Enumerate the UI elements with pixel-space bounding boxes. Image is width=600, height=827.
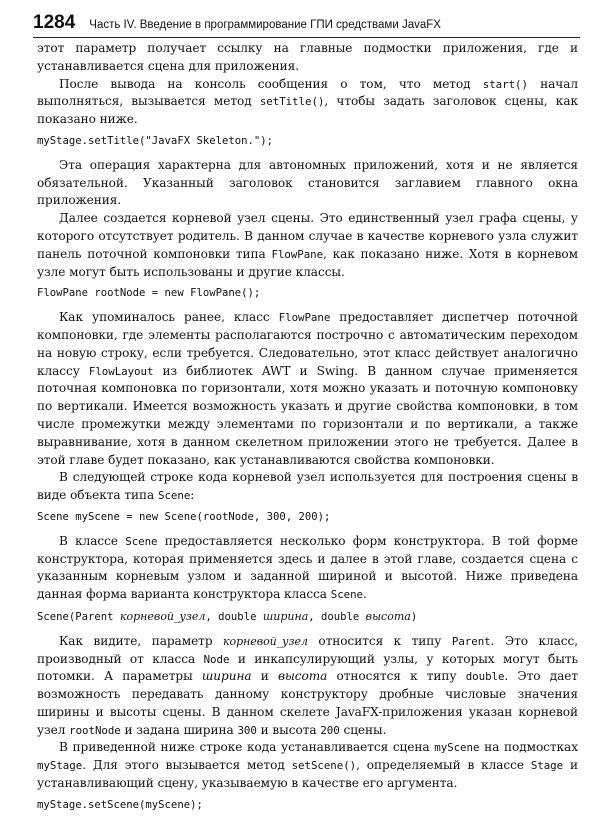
paragraph: Эта операция характерна для автономных приложений, хотя и не является обязательной. Указанный заголовок становится заглавием главного окна приложения. xyxy=(37,157,578,208)
page-number: 1284 xyxy=(33,12,76,33)
code-listing: FlowPane rootNode = new FlowPane(); xyxy=(37,287,261,300)
paragraph: Как видите, параметр корневой_узел относится к типу Parent. Это класс, производный от класса Node и инкапсулирующий узлы, у которых могут быть потомки. А параметры ширина и высота относятся к типу double. Это дает возможность передавать данному конструктору дробные числовые значения ширины и высоты сцены. В данном скелете JavaFX-приложения указан корневой узел rootNode и задана ширина 300 и высота 200 сцены. xyxy=(37,633,579,737)
code-listing: Scene(Parent корневой_узел, double ширина, double высота) xyxy=(37,609,418,623)
paragraph: этот параметр получает ссылку на главные подмостки приложения, где и устанавливается сцена для приложения. xyxy=(37,41,578,73)
code-listing: myStage.setTitle("JavaFX Skeleton."); xyxy=(37,134,273,147)
code-listing: Scene myScene = new Scene(rootNode, 300, 200); xyxy=(37,510,331,523)
page-body xyxy=(37,40,578,821)
paragraph: В классе Scene предоставляется несколько форм конструктора. В той форме конструктора, которая применяется здесь и далее в этой главе, создается сцена с указанным корневым узлом и заданной шириной и высотой. Ниже приведена данная форма варианта конструктора класса Scene. xyxy=(37,533,579,602)
running-header xyxy=(33,12,580,36)
paragraph: В следующей строке кода корневой узел используется для построения сцены в виде объекта типа Scene: xyxy=(37,470,578,503)
paragraph: В приведенной ниже строке кода устанавливается сцена myScene на подмостках myStage. Для этого вызывается метод setScene(), определяемый в классе Stage и устанавливающий сцену, указываемую в качестве его аргумента. xyxy=(37,740,578,791)
paragraph: Далее создается корневой узел сцены. Это единственный узел графа сцены, у которого отсутствует родитель. В данном случае в качестве корневого узла служит панель поточной компоновки типа FlowPane, как показано ниже. Хотя в корневом узле могут быть использованы и другие классы. xyxy=(37,211,579,279)
paragraph: После вывода на консоль сообщения о том, что метод start() начал выполняться, вызывается метод setTitle(), чтобы задать заголовок сцены, как показано ниже. xyxy=(37,76,578,127)
header-rule xyxy=(33,37,580,38)
running-title: Часть IV. Введение в программирование ГПИ средствами JavaFX xyxy=(89,19,441,31)
paragraph: Как упоминалось ранее, класс FlowPane предоставляет диспетчер поточной компоновки, где элементы располагаются построчно с автоматическим переходом на новую строку, если требуется. Следовательно, этот класс действует аналогично классу FlowLayout из библиотек AWT и Swing. В данном случае применяется поточная компоновка по горизонтали, хотя можно указать и поточную компоновку по вертикали. Имеется возможность указать и другие свойства компоновки, в том числе промежутки между элементами по горизонтали и по вертикали, а также выравнивание, хотя в данном скелетном приложении этого не требуется. Далее в этой главе будет показано, как устанавливаются свойства компоновки. xyxy=(37,310,578,467)
code-listing: myStage.setScene(myScene); xyxy=(37,798,203,811)
